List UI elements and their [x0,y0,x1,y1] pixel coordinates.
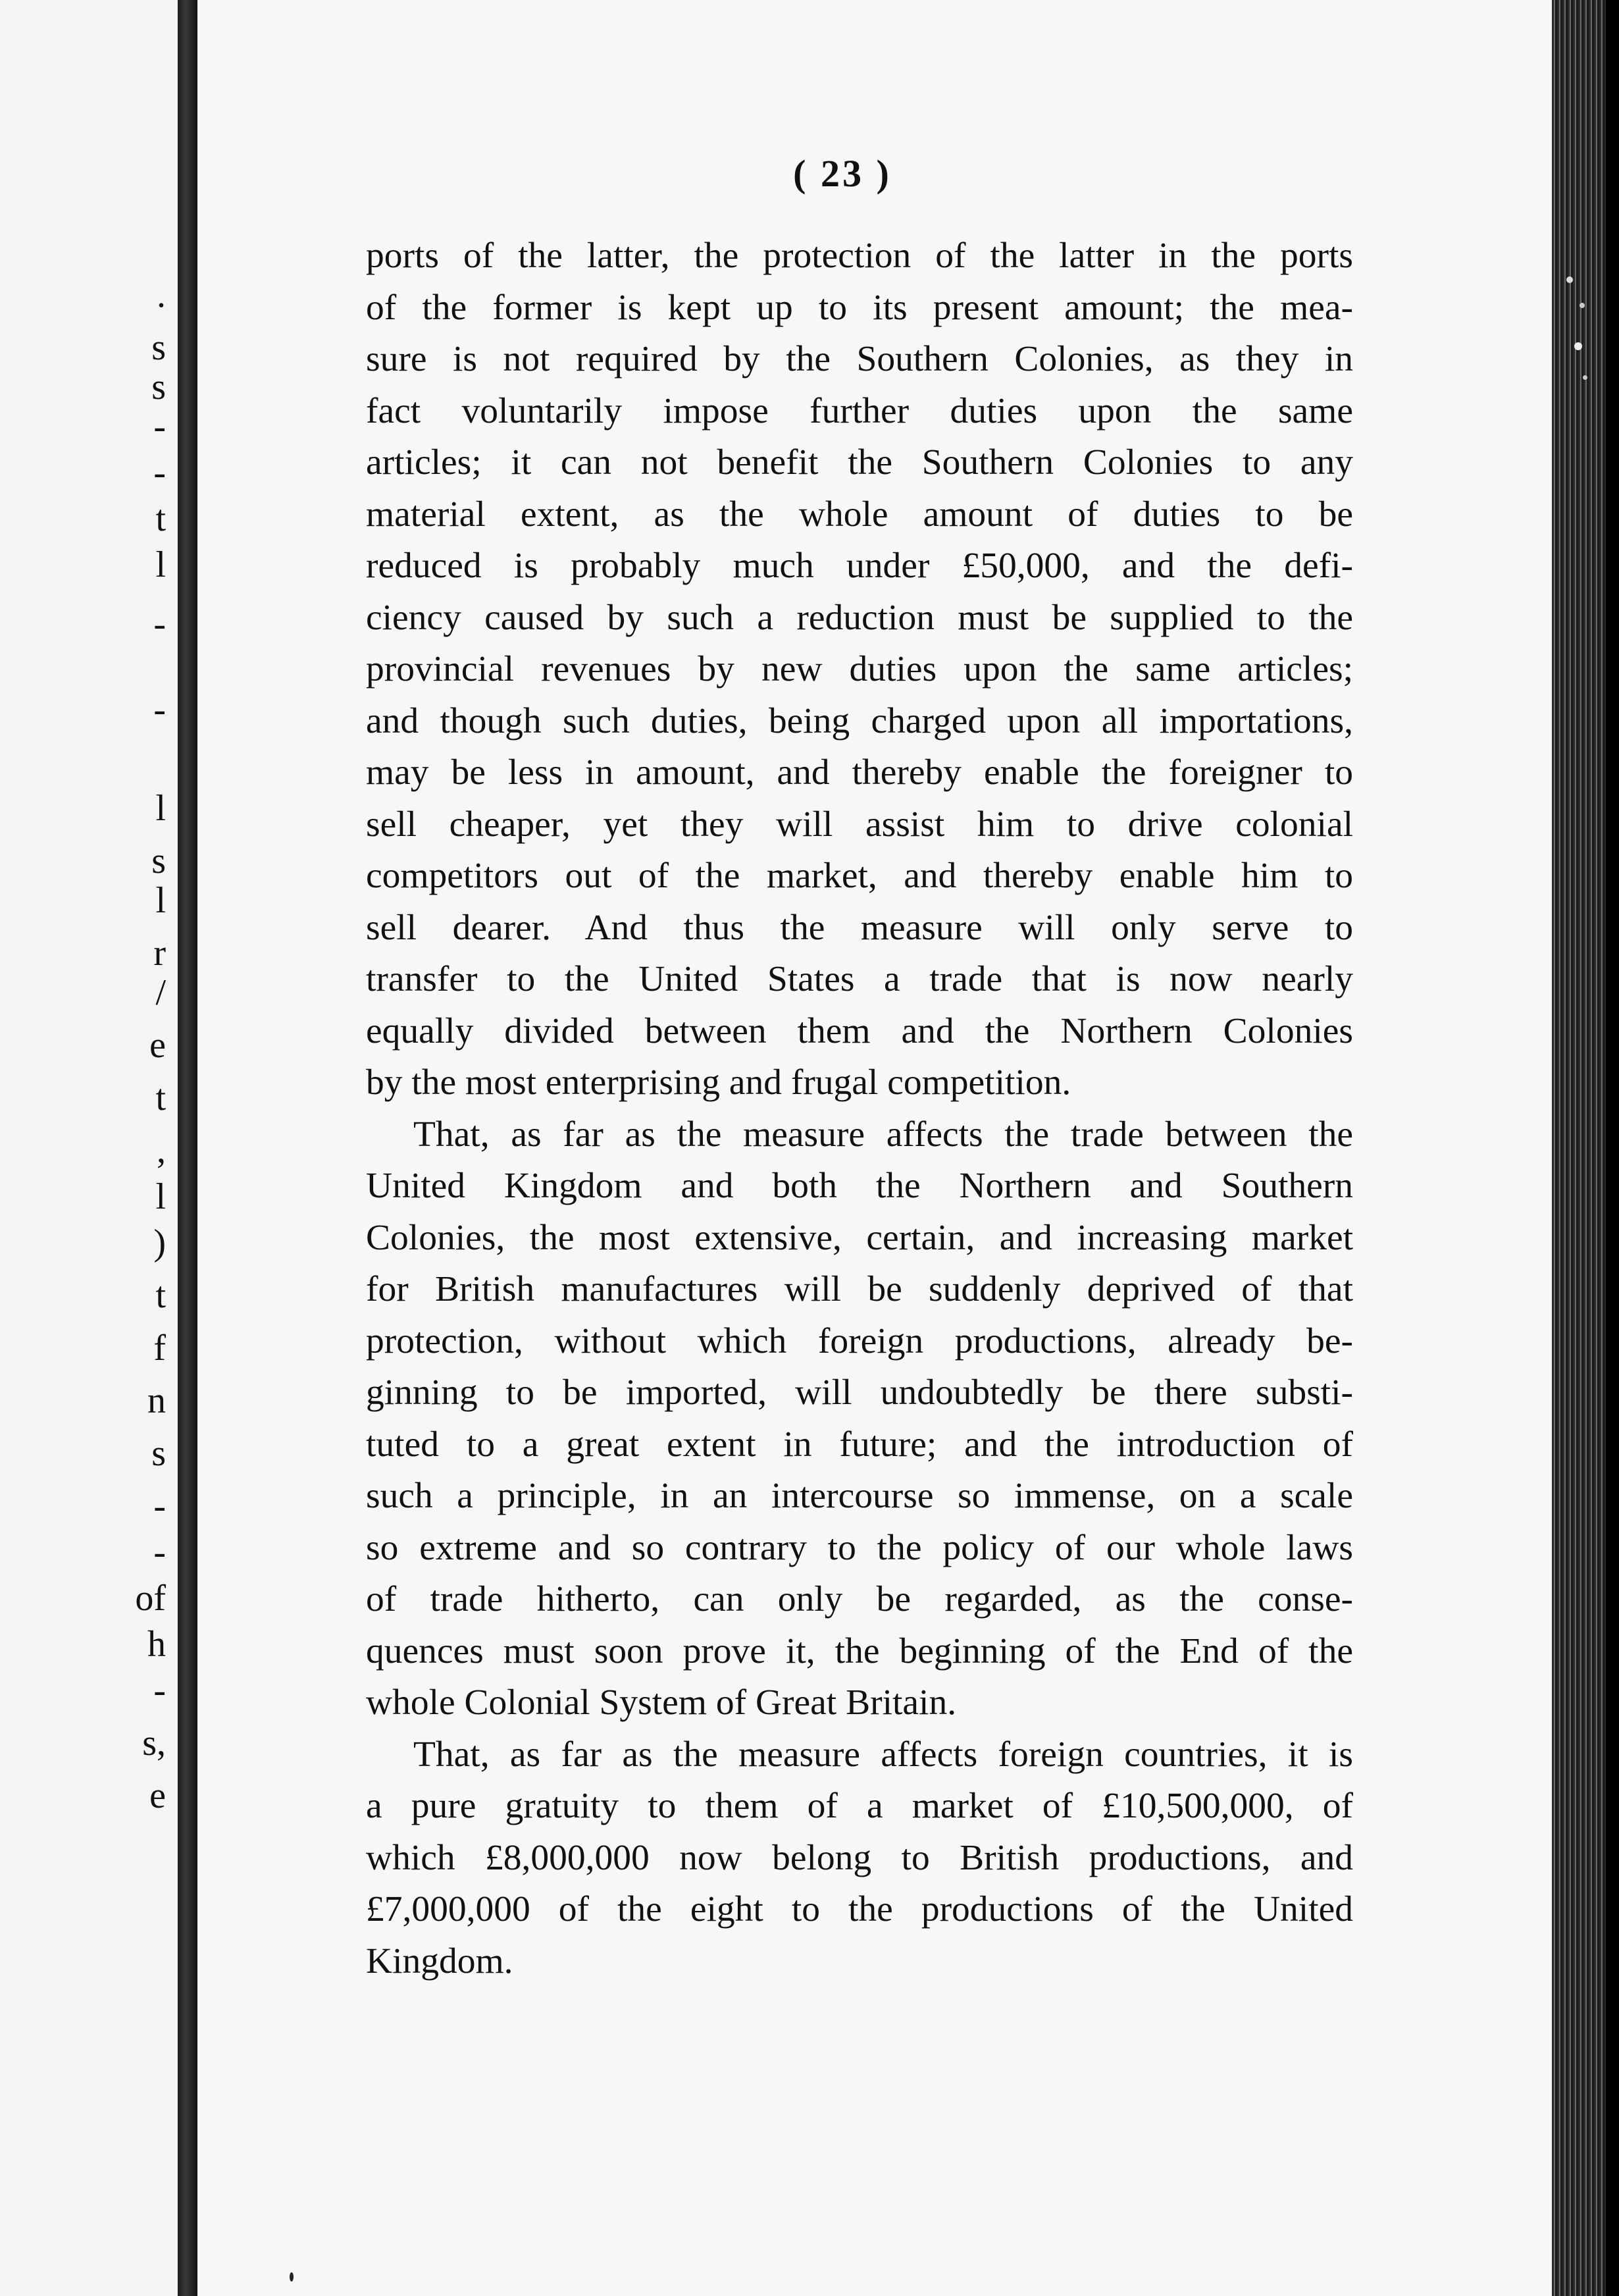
text-line: protection, without which foreign productions, already be- [366,1320,1353,1361]
text-line: of the former is kept up to its present amount; the mea- [366,287,1353,328]
text-line: sell dearer. And thus the measure will only serve to [366,907,1353,948]
facing-page-fragment: l [155,1176,166,1217]
text-line: of trade hitherto, can only be regarded, as the conse- [366,1579,1353,1619]
text-line: ciency caused by such a reduction must be supplied to the [366,597,1353,638]
facing-page-fragment: s [151,367,166,407]
facing-page-fragment: t [155,1078,166,1118]
text-line: sell cheaper, yet they will assist him to drive colonial [366,804,1353,845]
scan-speck [1574,342,1582,350]
text-line: ginning to be imported, will undoubtedly be there substi- [366,1372,1353,1413]
facing-page-fragment: ) [153,1222,166,1263]
facing-page-fragment: l [155,788,166,829]
text-line: That, as far as the measure affects foreign countries, it is [413,1734,1353,1775]
facing-page-fragment: . [157,274,166,315]
body-text [366,230,1353,1987]
facing-page-fragment: - [153,406,166,447]
text-line: may be less in amount, and thereby enable the foreigner to [366,752,1353,793]
facing-page-fragment: of [135,1578,166,1619]
facing-page-fragment: - [153,1670,166,1711]
facing-page-fragment: , [157,1130,166,1171]
paragraph [366,1729,1353,1988]
facing-page-fragment: h [147,1624,166,1665]
facing-page-fragment: - [153,1486,166,1526]
text-line: Colonies, the most extensive, certain, and increasing market [366,1217,1353,1258]
text-line: ports of the latter, the protection of the latter in the ports [366,236,1353,276]
text-line: a pure gratuity to them of a market of £10,500,000, of [366,1786,1353,1826]
facing-page-fragment: l [155,880,166,921]
text-line: quences must soon prove it, the beginning of the End of the [366,1631,1353,1671]
facing-page-fragment: e [149,1025,166,1066]
facing-page-fragment: s [151,327,166,368]
scan-speck [1583,375,1587,380]
facing-page-fragment: - [153,604,166,644]
facing-page-fragment: t [155,498,166,539]
scan-speck [290,2272,294,2282]
page-number: ( 23 ) [793,152,892,195]
facing-page-fragment: l [155,544,166,585]
text-line: competitors out of the market, and thereby enable him to [366,856,1353,896]
facing-page-fragment: / [155,972,166,1013]
paragraph [366,230,1353,1109]
text-line: and though such duties, being charged upon all importations, [366,700,1353,741]
text-line: fact voluntarily impose further duties upon the same [366,390,1353,431]
text-line: equally divided between them and the Northern Colonies [366,1010,1353,1051]
facing-page-fragment: - [153,1532,166,1573]
scan-speck [1580,303,1585,308]
text-line: £7,000,000 of the eight to the productions of the United [366,1889,1353,1929]
text-line: articles; it can not benefit the Southern Colonies to any [366,442,1353,483]
facing-page-fragment: n [147,1380,166,1421]
scan-border [1606,0,1619,2296]
text-line: Kingdom. [366,1941,513,1981]
facing-page-fragment: f [153,1328,166,1369]
facing-page-fragment: e [149,1775,166,1816]
facing-page-fragment: r [153,933,166,974]
text-line: which £8,000,000 now belong to British productions, and [366,1837,1353,1878]
facing-page-fragment: s [151,1433,166,1474]
book-gutter [178,0,197,2296]
text-line: transfer to the United States a trade that is now nearly [366,959,1353,999]
facing-page-fragment: s [151,841,166,881]
text-line: whole Colonial System of Great Britain. [366,1683,957,1723]
text-line: provincial revenues by new duties upon the same articles; [366,649,1353,689]
text-line: That, as far as the measure affects the trade between the [413,1114,1353,1155]
text-line: material extent, as the whole amount of duties to be [366,494,1353,535]
facing-page-fragment: s, [142,1723,166,1763]
text-line: sure is not required by the Southern Colonies, as they in [366,339,1353,379]
paragraph [366,1109,1353,1729]
scan-speck [1566,276,1573,283]
text-line: such a principle, in an intercourse so immense, on a scale [366,1476,1353,1516]
text-line: United Kingdom and both the Northern and Southern [366,1166,1353,1206]
facing-page-fragment: - [153,689,166,730]
text-line: by the most enterprising and frugal competition. [366,1062,1071,1103]
facing-page-fragments [0,0,178,2296]
text-line: so extreme and so contrary to the policy of our whole laws [366,1527,1353,1568]
text-line: reduced is probably much under £50,000, and the defi- [366,546,1353,586]
facing-page-fragment: - [153,452,166,493]
text-line: for British manufactures will be suddenly deprived of that [366,1269,1353,1309]
text-line: tuted to a great extent in future; and the introduction of [366,1424,1353,1465]
facing-page-fragment: t [155,1275,166,1316]
